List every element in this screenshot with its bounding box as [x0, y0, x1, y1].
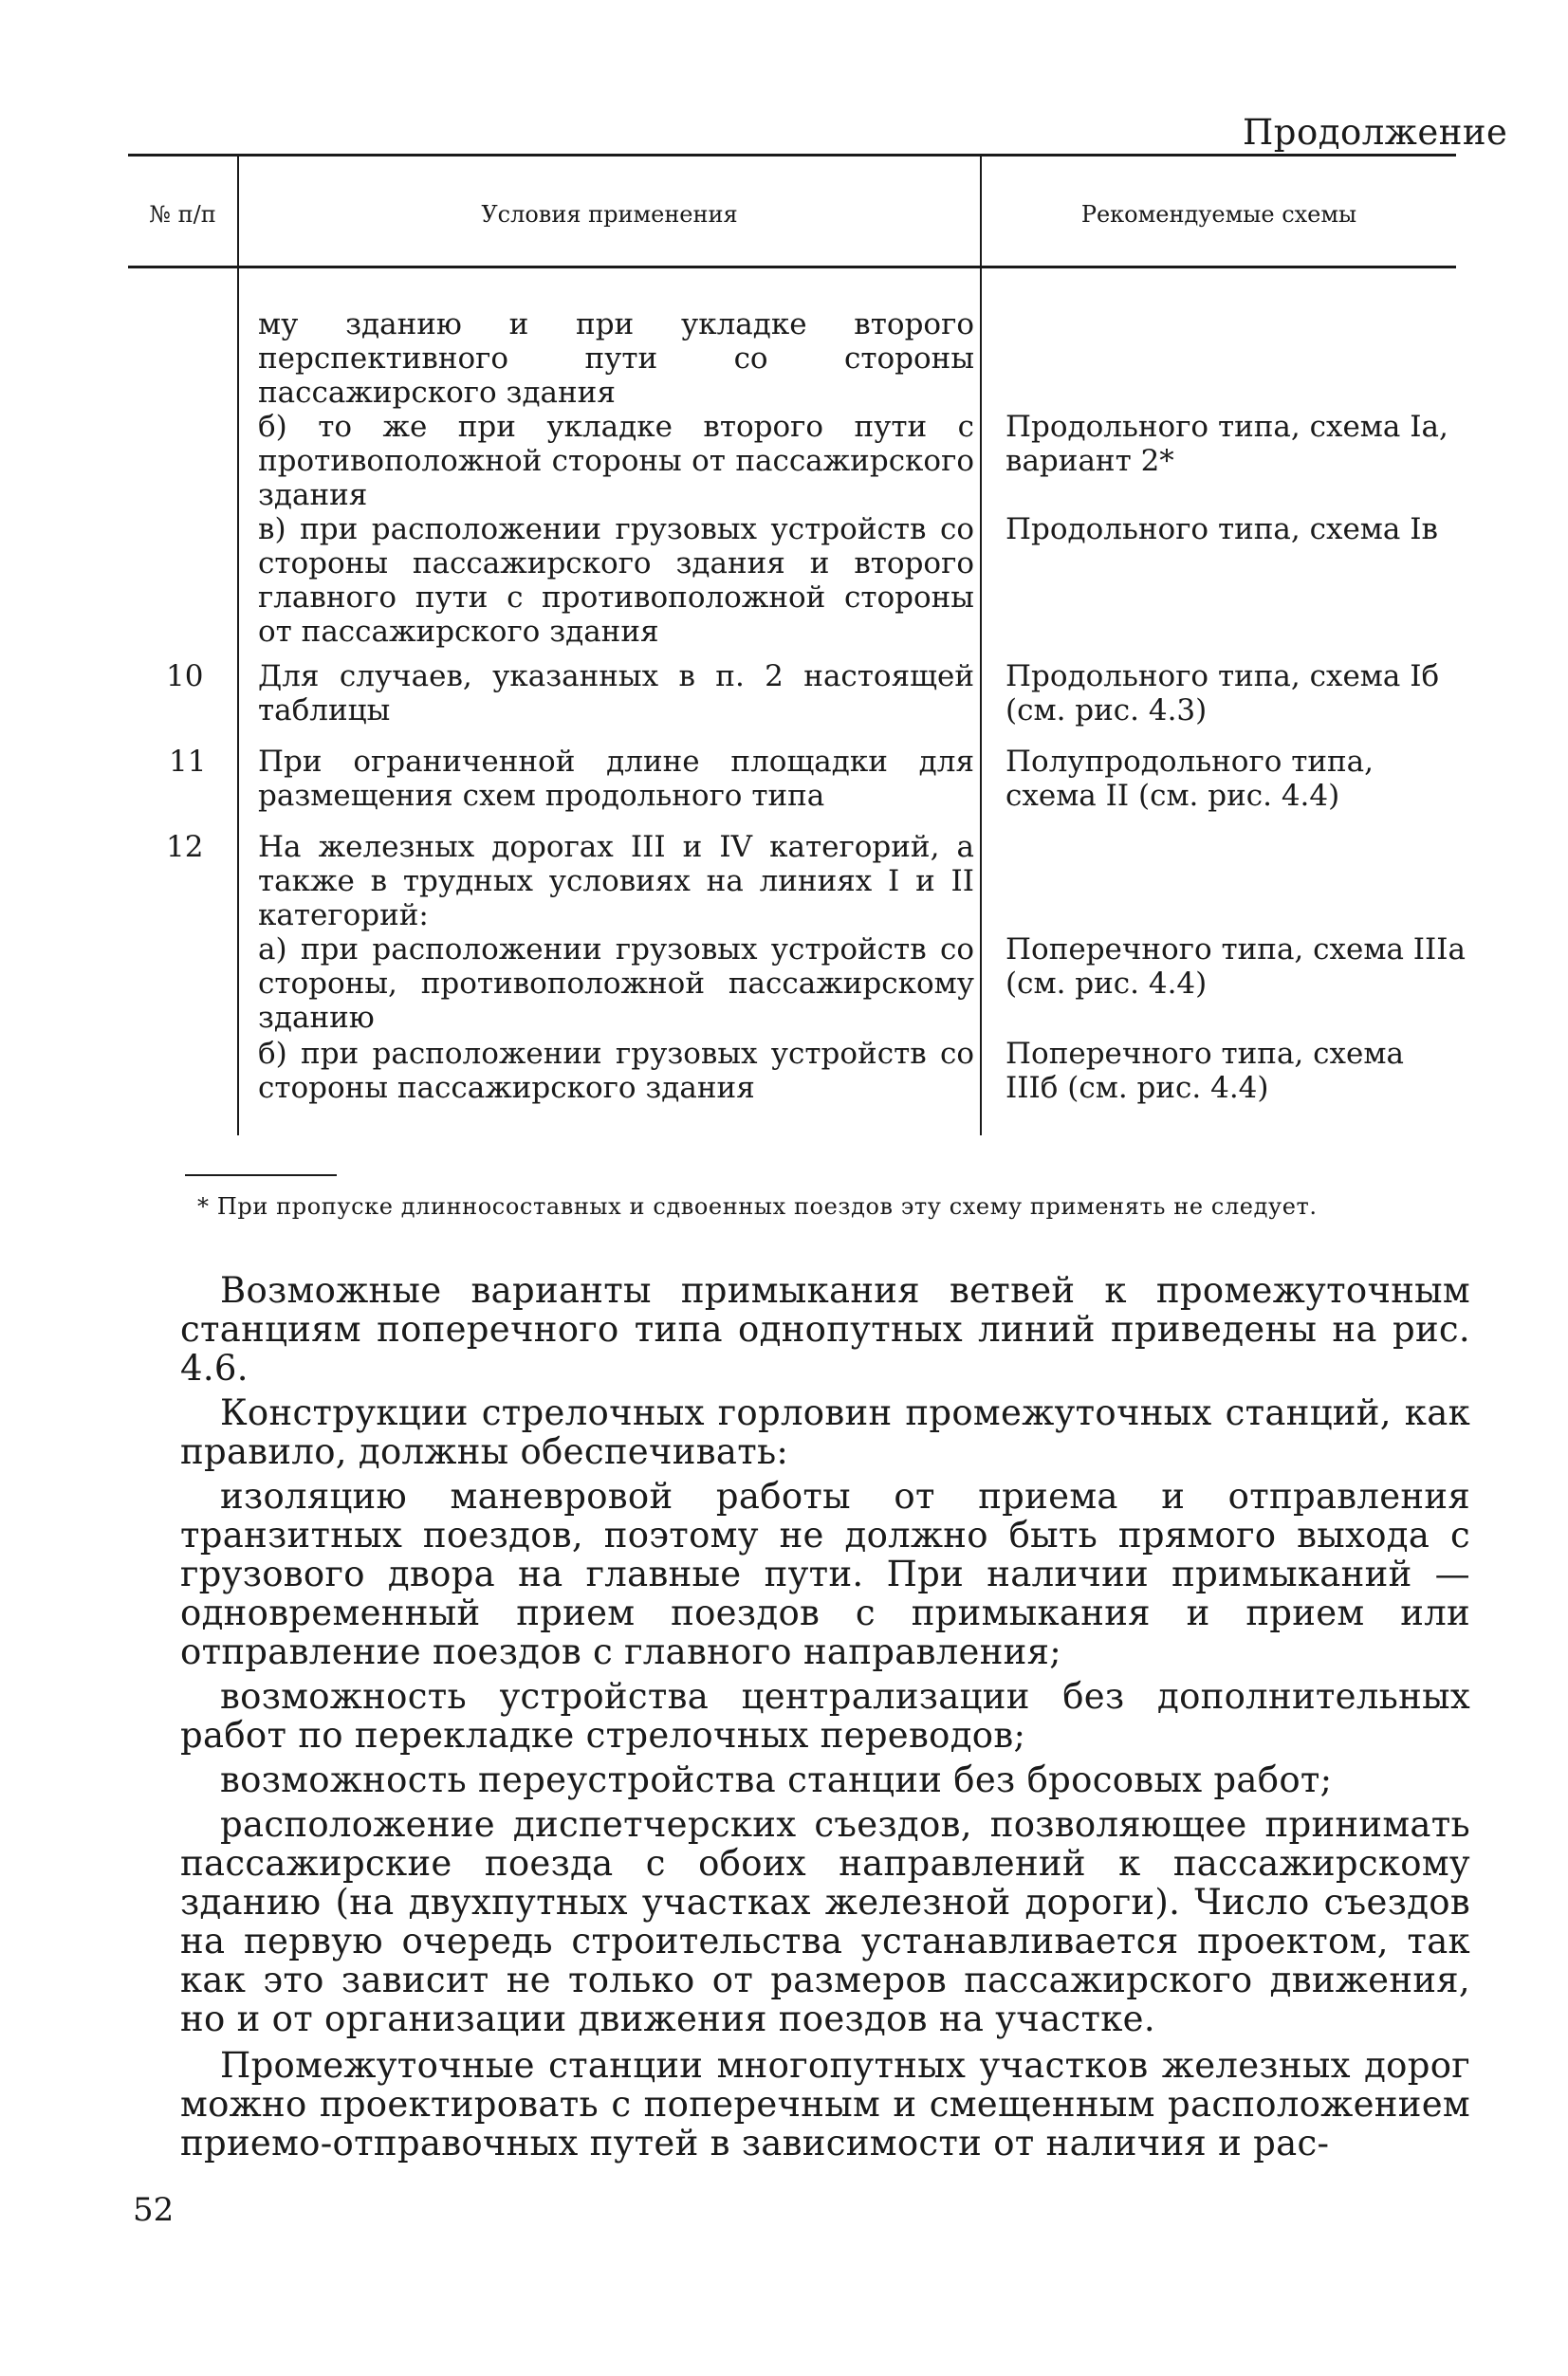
paragraph: возможность устройства централизации без дополнительных работ по перекладке стрелочных переводов; [180, 1676, 1470, 1756]
table-row-condition: Для случаев, указанных в п. 2 настоящей таблицы [258, 659, 974, 728]
column-divider-2 [980, 157, 982, 1135]
table-row-condition: му зданию и при укладке второго перспективного пути со стороны пассажирского здания [258, 307, 974, 410]
table-row-scheme: Поперечного типа, схема IIIа (см. рис. 4.4) [1005, 932, 1466, 1001]
table-top-rule [128, 154, 1456, 157]
table-row-scheme: Продольного типа, схема Iа, вариант 2* [1005, 410, 1448, 478]
table-row-scheme: Продольного типа, схема Iв [1005, 512, 1438, 546]
table-row-condition: б) то же при укладке второго пути с противоположной стороны от пассажирского здания [258, 410, 974, 512]
table-row-condition: б) при расположении грузовых устройств со стороны пассажирского здания [258, 1037, 974, 1105]
column-divider-1 [237, 157, 239, 1135]
body-text [180, 1271, 1470, 2168]
header-num: № п/п [149, 201, 216, 228]
paragraph: расположение диспетчерских съездов, позволяющее принимать пассажирские поезда с обоих направлений к пассажирскому зданию (на двухпутных участках железной дороги). Число съездов на первую очередь строительства устанавливается проектом, так как это зависит не только от размеров пассажирского движения, но и от организации движения поездов на участке. [180, 1804, 1470, 2039]
table-row-condition: а) при расположении грузовых устройств со стороны, противоположной пассажирскому зданию [258, 932, 974, 1035]
paragraph: Промежуточные станции многопутных участков железных дорог можно проектировать с поперечным и смещенным расположением приемо-отправочных путей в зависимости от наличия и рас- [180, 2045, 1470, 2164]
table-row-scheme: Продольного типа, схема Iб (см. рис. 4.3) [1005, 659, 1440, 728]
paragraph: Возможные варианты примыкания ветвей к промежуточным станциям поперечного типа однопутных линий приведены на рис. 4.6. [180, 1270, 1470, 1389]
table-header-rule [128, 266, 1456, 268]
paragraph: изоляцию маневровой работы от приема и отправления транзитных поездов, поэтому не должно быть прямого выхода с грузового двора на главные пути. При наличии примыканий — одновременный прием поездов с примыкания и прием или отправление поездов с главного направления; [180, 1476, 1470, 1672]
paragraph: возможность переустройства станции без бросовых работ; [220, 1759, 1333, 1800]
table-row-condition: На железных дорогах III и IV категорий, а также в трудных условиях на линиях I и II категорий: [258, 830, 974, 932]
continued-label: Продолжение [1243, 112, 1508, 153]
table-row-num: 10 [166, 659, 204, 693]
table-row-scheme: Поперечного типа, схема IIIб (см. рис. 4.4) [1005, 1037, 1404, 1105]
table-row-num: 12 [166, 830, 204, 864]
table-row-condition: в) при расположении грузовых устройств со стороны пассажирского здания и второго главного пути с противоположной стороны от пассажирского здания [258, 512, 974, 649]
table-row-scheme: Полупродольного типа, схема II (см. рис. 4.4) [1005, 745, 1374, 813]
paragraph: Конструкции стрелочных горловин промежуточных станций, как правило, должны обеспечивать: [180, 1392, 1470, 1472]
header-schemes: Рекомендуемые схемы [1080, 201, 1357, 228]
footnote-rule [185, 1174, 337, 1176]
table-row-condition: При ограниченной длине площадки для размещения схем продольного типа [258, 745, 974, 813]
footnote: * При пропуске длинносоставных и сдвоенных поездов эту схему применять не следует. [197, 1193, 1318, 1220]
table-row-num: 11 [169, 745, 207, 779]
header-conditions: Условия применения [481, 201, 738, 228]
page-number: 52 [133, 2191, 175, 2229]
